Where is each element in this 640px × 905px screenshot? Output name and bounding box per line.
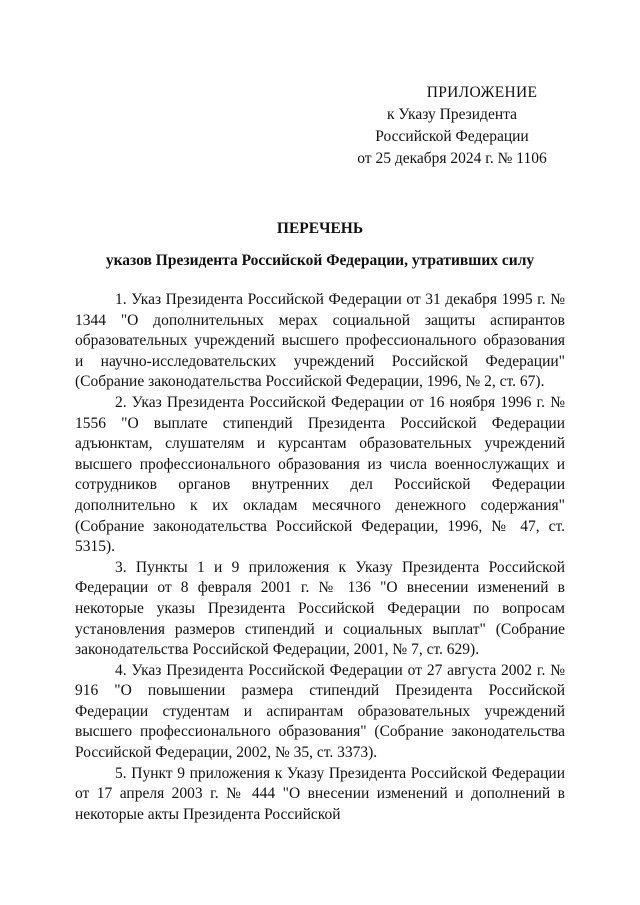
heading-title: ПЕРЕЧЕНЬ — [276, 220, 364, 237]
appendix-title: ПРИЛОЖЕНИЕ — [426, 84, 538, 101]
list-item-4: 4. Указ Президента Российской Федерации от 27 августа 2002 г. № 916 "О повышении размера стипендий Президента Российской Федерации студентам и аспирантам образовательных учреждений высшего профессионального образования" (Собрание законодательства Российской Федерации, 2002, № 35, ст. 3373). — [75, 661, 565, 762]
list-item-3: 3. Пункты 1 и 9 приложения к Указу Президента Российской Федерации от 8 февраля 2001 г. № 136 "О внесении изменений в некоторые указы Президента Российской Федерации по вопросам установления размеров стипендий и социальных выплат" (Собрание законодательства Российской Федерации, 2001, № 7, ст. 629). — [75, 558, 565, 659]
appendix-line-3: от 25 декабря 2024 г. № 1106 — [357, 150, 547, 167]
document-body — [75, 290, 565, 825]
heading-subtitle: указов Президента Российской Федерации, утративших силу — [105, 252, 535, 269]
appendix-line-2: Российской Федерации — [375, 128, 529, 145]
appendix-line-1: к Указу Президента — [387, 106, 517, 123]
list-item-1: 1. Указ Президента Российской Федерации от 31 декабря 1995 г. № 1344 "О дополнительных мерах социальной защиты аспирантов образовательных учреждений высшего профессионального образования и научно-исследовательских учреждений Российской Федерации" (Собрание законодательства Российской Федерации, 1996, № 2, ст. 67). — [75, 291, 565, 391]
list-item-5: 5. Пункт 9 приложения к Указу Президента Российской Федерации от 17 апреля 2003 г. № 444 "О внесении изменений и дополнений в некоторые акты Президента Российской — [75, 764, 565, 823]
list-item-2: 2. Указ Президента Российской Федерации от 16 ноября 1996 г. № 1556 "О выплате стипендий Президента Российской Федерации адъюнктам, слушателям и курсантам образовательных учреждений высшего профессионального образования из числа военнослужащих и сотрудников органов внутренних дел Российской Федерации дополнительно к их окладам месячного денежного содержания" (Собрание законодательства Российской Федерации, 1996, № 47, ст. 5315). — [75, 393, 565, 556]
document-heading — [60, 218, 580, 272]
appendix-block — [342, 82, 562, 170]
